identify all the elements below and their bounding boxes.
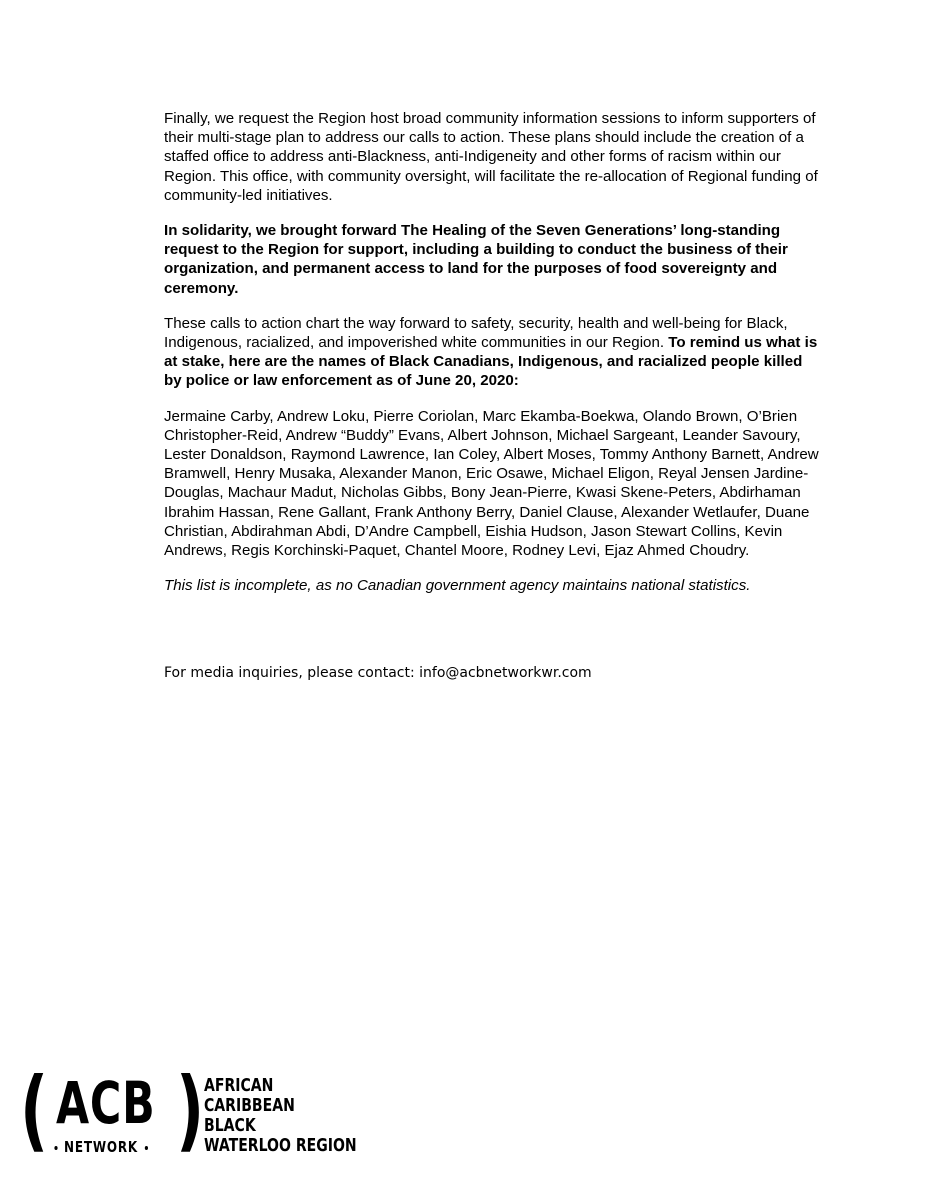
paragraph-names-list: Jermaine Carby, Andrew Loku, Pierre Coriolan, Marc Ekamba-Boekwa, Olando Brown, O’Brien Christopher-Reid, Andrew “Buddy” Evans, Albert Johnson, Michael Sargeant, Leander Savoury, Lester Donaldson, Raymond Lawrence, Ian Coley, Albert Moses, Tommy Anthony Barnett, Andrew Bramwell, Henry Musaka, Alexander Manon, Eric Osawe, Michael Eligon, Reyal Jensen Jardine-Douglas, Machaur Madut, Nicholas Gibbs, Bony Jean-Pierre, Kwasi Skene-Peters, Abdirhaman Ibrahim Hassan, Rene Gallant, Frank Anthony Berry, Daniel Clause, Alexander Wetlaufer, Duane Christian, Abdirahman Abdi, D’Andre Campbell, Eishia Hudson, Jason Stewart Collins, Kevin Andrews, Regis Korchinski-Paquet, Chantel Moore, Rodney Levi, Ejaz Ahmed Choudry.: [164, 407, 819, 560]
acb-network-logo: [20, 1058, 360, 1165]
paragraph-solidarity: In solidarity, we brought forward The Healing of the Seven Generations’ long-standing request to the Region for support, including a building to conduct the business of their organization, and permanent access to land for the purposes of food sovereignty and ceremony.: [164, 222, 788, 297]
dot-icon: [144, 1146, 147, 1150]
paragraph-disclaimer: This list is incomplete, as no Canadian government agency maintains national statistics.: [164, 577, 751, 595]
logo-network-label: NETWORK: [64, 1138, 139, 1156]
logo-left-paren: (: [20, 1058, 49, 1161]
media-contact: For media inquiries, please contact: info@acbnetworkwr.com: [164, 665, 592, 681]
letter-body: [164, 109, 824, 611]
calls-to-action-bold: To remind us what is at stake, here are the names of Black Canadians, Indigenous, and racialized people killed by police or law enforcement as of June 20, 2020:: [164, 334, 818, 390]
logo-line-african: AFRICAN: [204, 1075, 274, 1096]
paragraph-office-request: Finally, we request the Region host broad community information sessions to inform supporters of their multi-stage plan to address our calls to action. These plans should include the creation of a staffed office to address anti-Blackness, anti-Indigeneity and other forms of racism within our Region. This office, with community oversight, will facilitate the re-allocation of Regional funding of community-led initiatives.: [164, 110, 818, 204]
logo-line-black: BLACK: [204, 1115, 256, 1136]
calls-to-action-text: These calls to action chart the way forward to safety, security, health and well-being for Black, Indigenous, racialized, and impoverished white communities in our Region.: [164, 314, 788, 352]
logo-acb-letters: ACB: [56, 1069, 156, 1137]
logo-line-waterloo-region: WATERLOO REGION: [204, 1135, 357, 1156]
logo-right-paren: ): [176, 1058, 205, 1161]
paragraph-calls-to-action: [164, 314, 824, 391]
logo-line-caribbean: CARIBBEAN: [204, 1095, 295, 1116]
logo-network: [48, 1139, 160, 1155]
dot-icon: [54, 1146, 57, 1150]
logo-wordmark: [204, 1076, 357, 1156]
